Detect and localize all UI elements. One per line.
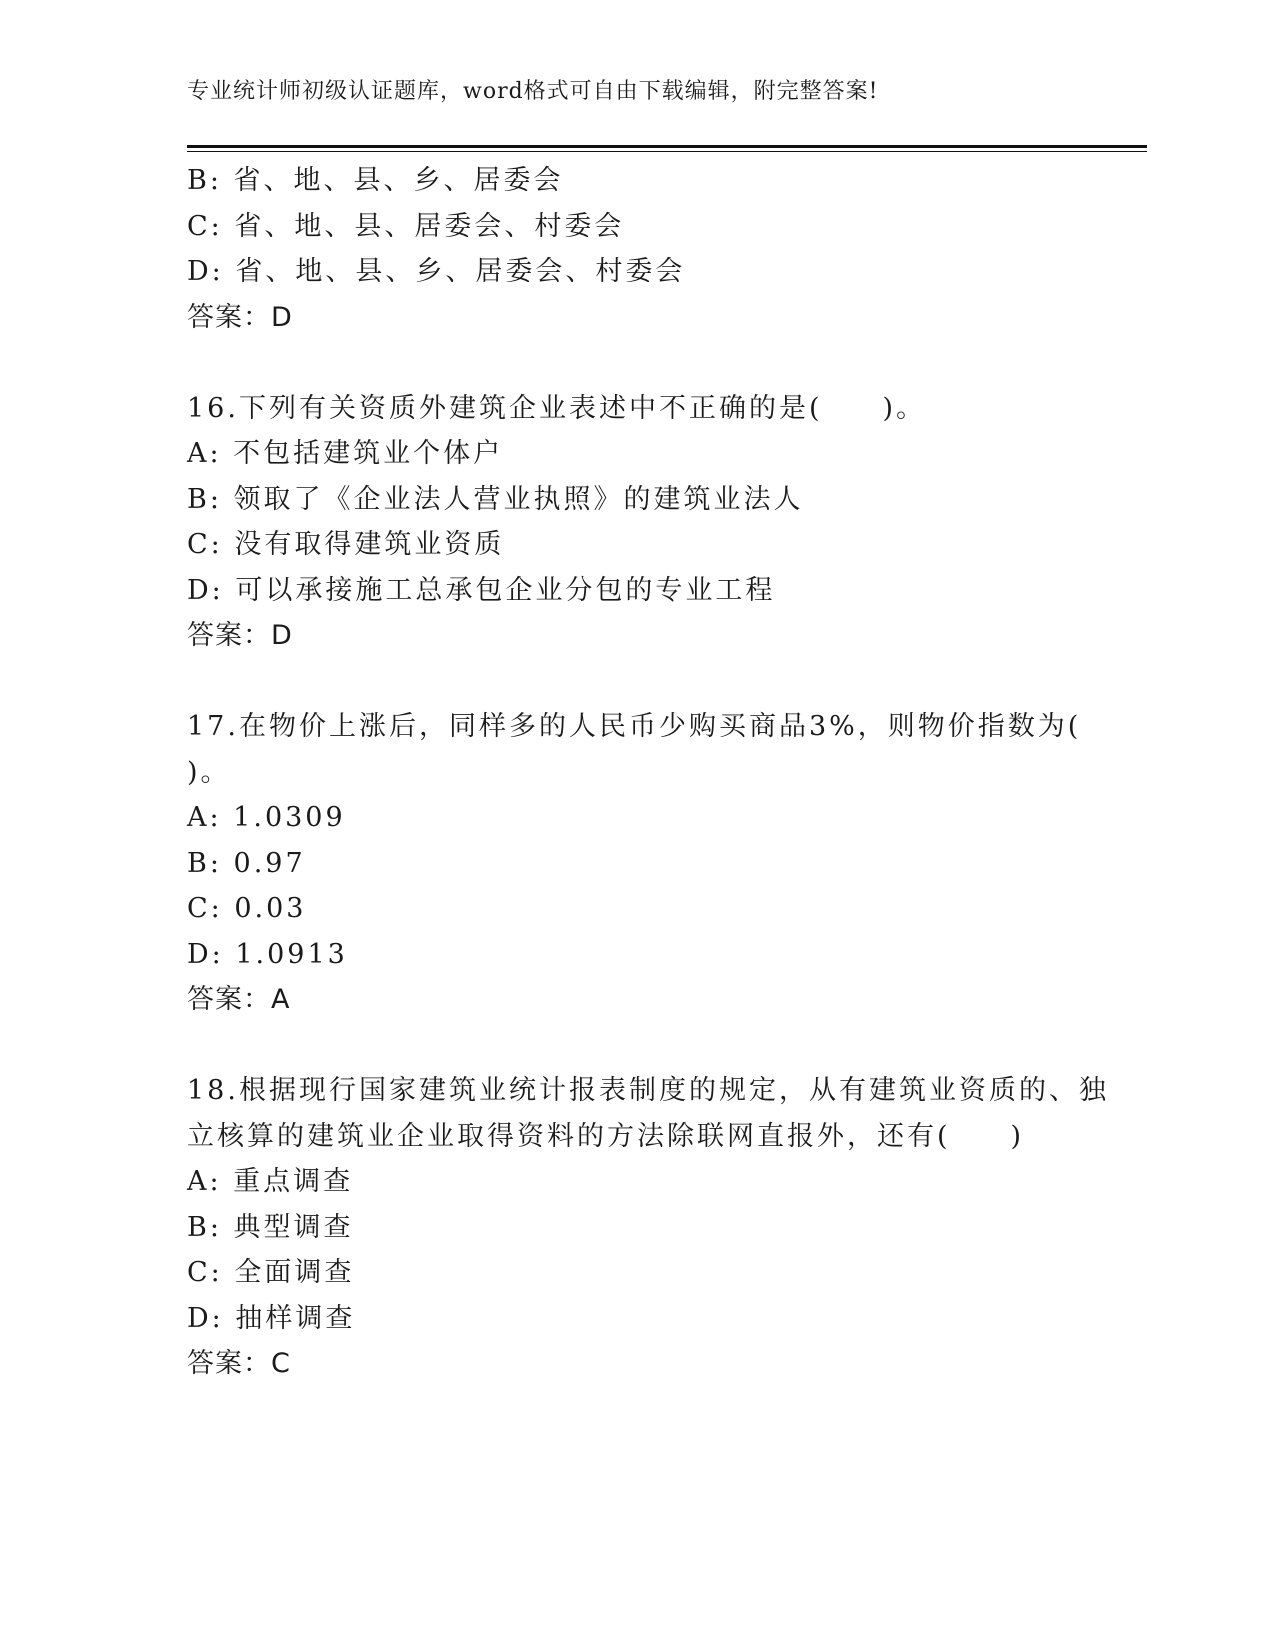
option-d: D: 抽样调查	[187, 1302, 356, 1334]
spacer	[187, 659, 1087, 705]
option-a: A: 1.0309	[187, 802, 346, 833]
option-d: D: 1.0913	[187, 938, 348, 970]
page-header: 专业统计师初级认证题库，word格式可自由下载编辑，附完整答案!	[187, 79, 879, 104]
header-rule-thick	[187, 145, 1147, 148]
option-d: D: 省、地、县、乡、居委会、村委会	[187, 256, 686, 287]
header-rule-thin	[187, 151, 1147, 152]
question-stem: 16.下列有关资质外建筑企业表述中不正确的是( )。	[187, 392, 927, 424]
option-a: A: 重点调查	[187, 1166, 354, 1197]
answer: 答案：D	[187, 620, 293, 651]
option-c: C: 全面调查	[187, 1257, 355, 1288]
option-c: C: 0.03	[187, 893, 307, 924]
question-stem-line-2: 立核算的建筑业企业取得资料的方法除联网直报外，还有( )	[187, 1120, 1025, 1152]
question-17	[187, 704, 1087, 1023]
option-d: D: 可以承接施工总承包企业分包的专业工程	[187, 574, 776, 606]
question-15-tail	[187, 158, 1087, 340]
option-b: B: 典型调查	[187, 1211, 354, 1243]
spacer	[187, 340, 1087, 386]
question-stem-line-2: )。	[187, 756, 231, 788]
answer: 答案：A	[187, 984, 291, 1015]
option-b: B: 领取了《企业法人营业执照》的建筑业法人	[187, 483, 804, 515]
spacer	[187, 1023, 1087, 1069]
option-c: C: 没有取得建筑业资质	[187, 529, 505, 560]
answer: 答案：C	[187, 1348, 291, 1379]
question-content	[187, 158, 1109, 1387]
question-stem-line-1: 17.在物价上涨后，同样多的人民币少购买商品3%，则物价指数为(	[187, 711, 1082, 742]
answer: 答案：D	[187, 301, 293, 333]
option-a: A: 不包括建筑业个体户	[187, 438, 504, 469]
question-18	[187, 1068, 1109, 1387]
option-c: C: 省、地、县、居委会、村委会	[187, 210, 625, 242]
option-b: B: 0.97	[187, 847, 306, 879]
question-stem-line-1: 18.根据现行国家建筑业统计报表制度的规定，从有建筑业资质的、独	[187, 1075, 1109, 1106]
question-16	[187, 386, 1087, 659]
option-b: B: 省、地、县、乡、居委会	[187, 165, 564, 196]
